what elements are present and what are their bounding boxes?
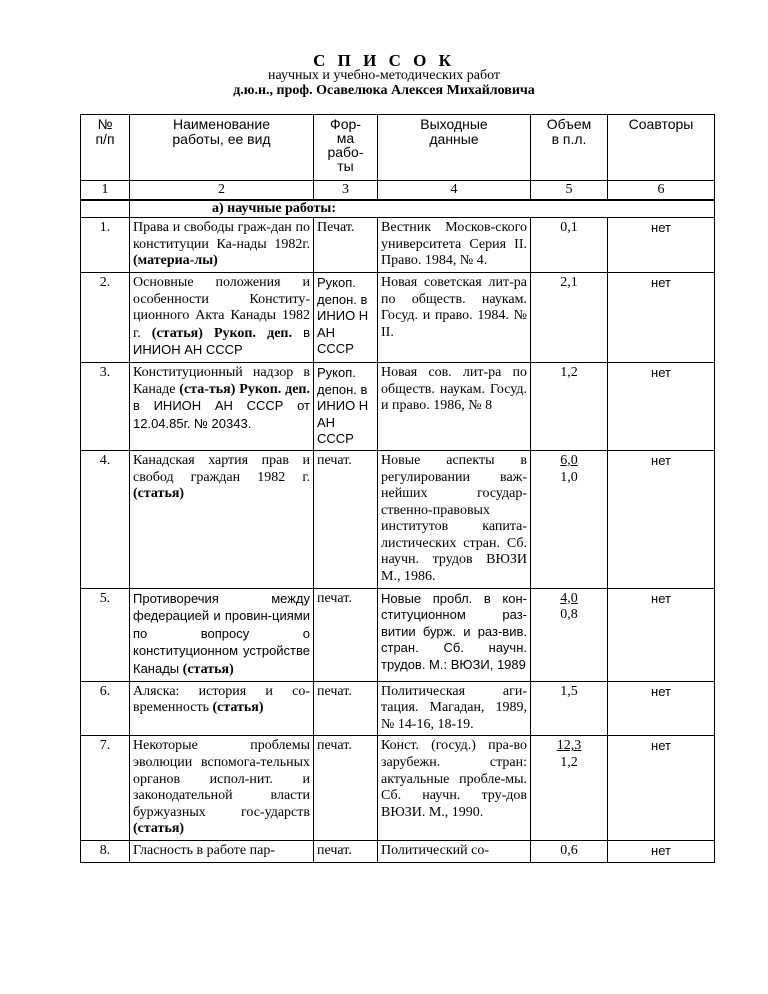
section-spacer [81, 200, 130, 218]
row-form: Печат. [314, 218, 378, 273]
row-volume-value: 1,2 [560, 364, 578, 380]
row-kind: (ста-тья) Рукоп. деп. [179, 381, 311, 397]
header-coauthors-line: Соавторы [628, 116, 694, 132]
row-coauthors: нет [608, 840, 715, 862]
section-title: а) научные работы: [130, 200, 715, 218]
row-output: Политический со- [378, 840, 531, 862]
row-volume [531, 588, 608, 681]
row-output: Конст. (госуд.) пра-во зарубежн. стран: актуальные пробле-мы. Сб. научн. тру-дов ВЮЗИ. М., 1990. [378, 736, 531, 841]
row-volume-value: 1,5 [560, 683, 578, 699]
table-row [81, 736, 715, 841]
row-name [130, 681, 314, 736]
row-form: Рукоп. депон. в ИНИО Н АН СССР [314, 272, 378, 362]
row-volume-value: 6,0 [560, 452, 578, 468]
row-kind: (статья) [182, 662, 234, 678]
row-form: печат. [314, 840, 378, 862]
header-volume [531, 115, 608, 181]
row-volume [531, 681, 608, 736]
header-name-line: Наименование [172, 116, 271, 132]
row-name [130, 450, 314, 588]
row-name-text: Некоторые проблемы эволюции вспомога-тельных органов испол-нит. и законодательной власти буржуазных гос-ударств [133, 738, 310, 820]
header-form-line: рабо- [327, 144, 364, 160]
row-name [130, 736, 314, 841]
row-num: 1. [81, 218, 130, 273]
row-form: Рукоп. депон. в ИНИО Н АН СССР [314, 362, 378, 450]
row-num: 4. [81, 450, 130, 588]
row-output: Новые аспекты в регулировании важ-нейших государ-ственно-правовых институтов капита-листических стран. Сб. научн. трудов ВЮЗИ М., 1986. [378, 450, 531, 588]
row-name: Гласность в работе пар- [130, 840, 314, 862]
row-volume-value: 4,0 [560, 590, 578, 606]
col-number: 3 [314, 181, 378, 200]
document-title: С П И С О К [313, 51, 455, 70]
col-number: 5 [531, 181, 608, 200]
row-coauthors: нет [608, 681, 715, 736]
document-author: д.ю.н., проф. Осавелюка Алексея Михайловича [233, 83, 535, 98]
row-name [130, 218, 314, 273]
row-output: Новые пробл. в кон-ституционном раз-витии бурж. и раз-вив. стран. Сб. научн. трудов. М.: ВЮЗИ, 1989 [378, 588, 531, 681]
row-name [130, 362, 314, 450]
row-coauthors: нет [608, 218, 715, 273]
header-form-line: Фор- [330, 116, 361, 132]
table-row [81, 450, 715, 588]
document-subtitle: научных и учебно-методических работ [267, 68, 501, 83]
row-volume [531, 272, 608, 362]
row-name [130, 272, 314, 362]
row-num: 6. [81, 681, 130, 736]
works-table [80, 114, 715, 863]
table-header-row [81, 115, 715, 181]
header-output [378, 115, 531, 181]
header-coauthors [608, 115, 715, 181]
row-volume-secondary: 0,8 [560, 607, 578, 623]
header-volume-line: Объем [546, 116, 592, 132]
row-num: 3. [81, 362, 130, 450]
row-num: 8. [81, 840, 130, 862]
row-name-text: Противоречия между федерацией и провин-циями по вопросу о конституционном устройстве Канады [133, 590, 310, 677]
row-volume-value: 0,1 [560, 220, 578, 236]
header-form [314, 115, 378, 181]
header-name-line: работы, ее вид [172, 131, 271, 147]
row-num: 7. [81, 736, 130, 841]
row-form: печат. [314, 588, 378, 681]
col-number: 2 [130, 181, 314, 200]
row-name-text: Конституционный надзор в Канаде [133, 364, 310, 397]
header-form-line: ты [337, 158, 354, 174]
section-row [81, 200, 715, 218]
header-num-line: № [97, 116, 113, 132]
table-row [81, 362, 715, 450]
row-form: печат. [314, 450, 378, 588]
table-row [81, 588, 715, 681]
row-form: печат. [314, 736, 378, 841]
row-coauthors: нет [608, 588, 715, 681]
row-name-text: Аляска: история и со-временность [133, 683, 310, 716]
row-name [130, 588, 314, 681]
row-kind: (статья) [133, 821, 185, 837]
row-volume-value: 12,3 [556, 738, 582, 754]
table-row [81, 840, 715, 862]
row-kind: (статья) [133, 486, 185, 502]
row-coauthors: нет [608, 450, 715, 588]
header-name [130, 115, 314, 181]
row-output: Вестник Москов-ского университета Серия II. Право. 1984, № 4. [378, 218, 531, 273]
header-output-line: Выходные [420, 116, 488, 132]
row-coauthors: нет [608, 272, 715, 362]
header-num [81, 115, 130, 181]
row-name-text: Основные положения и особенности Конститу-ционного Акта Канады 1982 г. [133, 274, 310, 341]
header-output-line: данные [429, 131, 479, 147]
col-number: 4 [378, 181, 531, 200]
table-row [81, 218, 715, 273]
row-num: 2. [81, 272, 130, 362]
header-volume-line: в п.л. [551, 131, 587, 147]
row-kind: (статья) [212, 700, 264, 716]
row-volume-value: 2,1 [560, 274, 578, 290]
row-output: Новая сов. лит-ра по обществ. наукам. Госуд. и право. 1986, № 8 [378, 362, 531, 450]
row-coauthors: нет [608, 736, 715, 841]
column-numbers-row [81, 181, 715, 200]
row-volume [531, 736, 608, 841]
row-name-tail: в ИНИОН АН СССР [133, 324, 311, 358]
row-coauthors: нет [608, 362, 715, 450]
row-volume-secondary: 1,0 [560, 469, 578, 485]
row-kind: (материа-лы) [133, 253, 218, 269]
row-kind: (статья) Рукоп. деп. [151, 325, 292, 341]
row-volume-secondary: 1,2 [560, 755, 578, 770]
table-row [81, 681, 715, 736]
row-num: 5. [81, 588, 130, 681]
row-name-tail: в ИНИОН АН СССР от 12.04.85г. № 20343. [133, 398, 310, 431]
header-form-line: ма [336, 130, 355, 146]
row-volume [531, 218, 608, 273]
row-name-text: Права и свободы граж-дан по конституции Ка-нады 1982г. [133, 220, 310, 252]
row-output: Новая советская лит-ра по обществ. наукам. Госуд. и право. 1984. № II. [378, 272, 531, 362]
col-number: 6 [608, 181, 715, 200]
row-volume [531, 362, 608, 450]
header-num-line: п/п [95, 131, 115, 147]
table-row [81, 272, 715, 362]
row-volume: 0,6 [531, 840, 608, 862]
row-output: Политическая аги-тация. Магадан, 1989, № 14-16, 18-19. [378, 681, 531, 736]
row-form: печат. [314, 681, 378, 736]
row-name-text: Канадская хартия прав и свобод граждан 1982 г. [133, 452, 310, 485]
col-number: 1 [81, 181, 130, 200]
row-volume [531, 450, 608, 588]
